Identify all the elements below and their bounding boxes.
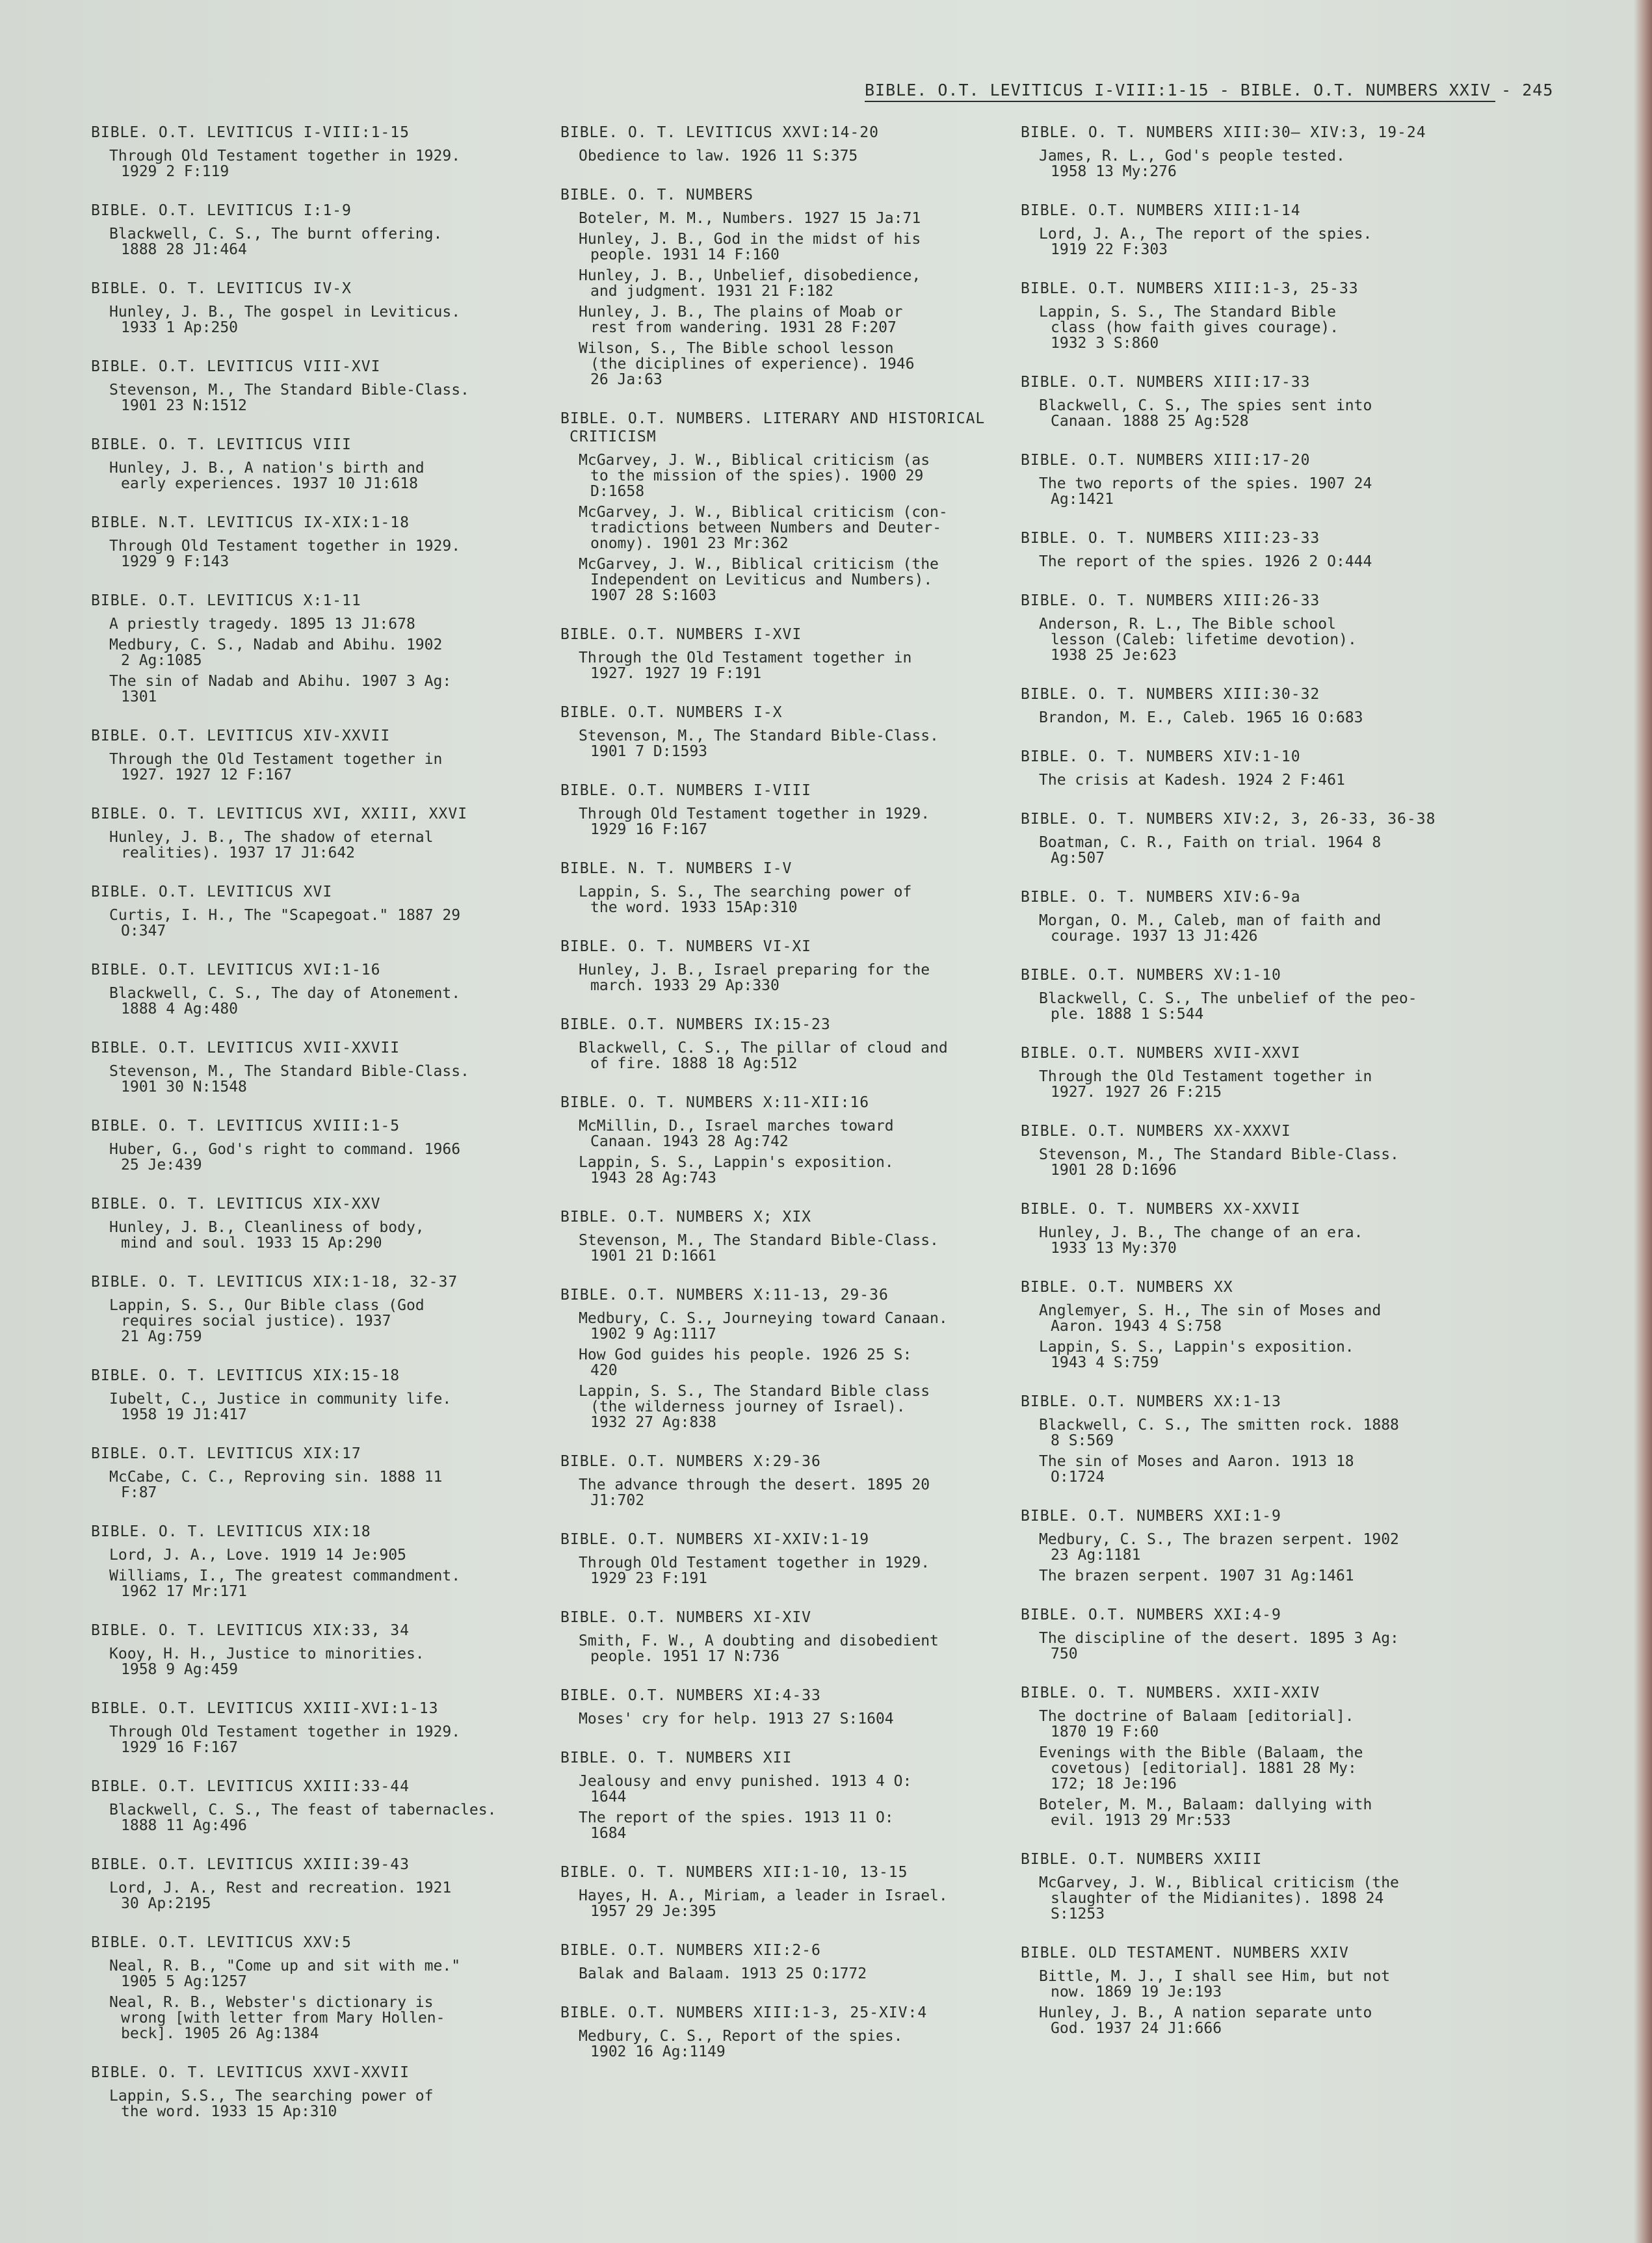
index-entry [1021,1850,1476,1922]
entry-heading: BIBLE. O. T. LEVITICUS XIX:1-18, 32-37 [91,1274,458,1291]
entry-reference: Through Old Testament together in 1929. 1929 16 F:167 [579,806,930,838]
entry-reference: Hunley, J. B., The gospel in Leviticus. 1933 1 Ap:250 [109,304,461,336]
index-entry [91,358,546,413]
entry-heading: BIBLE. O.T. NUMBERS X; XIX [560,1209,812,1226]
entry-reference: Lord, J. A., The report of the spies. 1919 22 F:303 [1039,226,1372,258]
entry-heading: BIBLE. O.T. NUMBERS XI-XIV [560,1609,812,1626]
entry-reference: Brandon, M. E., Caleb. 1965 16 O:683 [1039,709,1363,726]
entry-reference: Hunley, J. B., Israel preparing for the march. 1933 29 Ap:330 [579,962,930,994]
entry-heading: BIBLE. O. T. NUMBERS XIII:30-32 [1021,686,1320,703]
entry-reference: Neal, R. B., "Come up and sit with me." 1905 5 Ag:1257 [109,1958,461,1990]
index-entry [91,727,546,783]
entry-heading: BIBLE. O. T. NUMBERS XII [560,1750,793,1766]
entry-heading: BIBLE. O. T. NUMBERS XIII:26-33 [1021,592,1320,609]
index-entry [1021,748,1476,788]
entry-heading: BIBLE. O.T. LEVITICUS XVI [91,884,333,900]
index-entry [91,961,546,1017]
index-column-1 [91,124,546,2142]
entry-reference: Through the Old Testament together in 1927. 1927 26 F:215 [1039,1068,1372,1101]
index-entry [560,1941,1016,1982]
entry-reference: Stevenson, M., The Standard Bible-Class. 1901 23 N:1512 [109,382,469,414]
entry-heading: BIBLE. O.T. NUMBERS XI:4-33 [560,1687,821,1704]
index-entry [560,1452,1016,1508]
entry-reference: Through the Old Testament together in 1927. 1927 19 F:191 [579,649,912,682]
entry-heading: BIBLE. O. T. LEVITICUS XIX:18 [91,1523,371,1540]
entry-reference: The brazen serpent. 1907 31 Ag:1461 [1039,1567,1354,1584]
entry-heading: BIBLE. O. T. LEVITICUS XIX:15-18 [91,1367,400,1384]
entry-reference: Kooy, H. H., Justice to minorities. 1958 9 Ag:459 [109,1646,425,1678]
entry-reference: Huber, G., God's right to command. 1966 25 Je:439 [109,1141,461,1174]
entry-reference: McGarvey, J. W., Biblical criticism (the Independent on Leviticus and Numbers). 1907 28 S:1603 [579,556,939,604]
entry-reference: The sin of Nadab and Abihu. 1907 3 Ag: 1301 [109,673,452,705]
entry-heading: BIBLE. O. T. LEVITICUS VIII [91,436,352,453]
index-entry [1021,685,1476,726]
index-entry [91,1777,546,1833]
entry-heading: BIBLE. O.T. LEVITICUS XIX:17 [91,1445,361,1462]
entry-heading: BIBLE. O.T. LEVITICUS XXV:5 [91,1934,352,1951]
entry-reference: Blackwell, C. S., The feast of tabernacles. 1888 11 Ag:496 [109,1802,497,1834]
entry-reference: Lappin, S. S., Lappin's exposition. 1943 4 S:759 [1039,1339,1354,1371]
index-entry [1021,592,1476,663]
entry-heading: BIBLE. O. T. NUMBERS VI-XI [560,938,812,955]
entry-heading: BIBLE. O.T. LEVITICUS I-VIII:1-15 [91,124,410,141]
index-entry [1021,1122,1476,1178]
entry-reference: McCabe, C. C., Reproving sin. 1888 11 F:87 [109,1469,443,1501]
entry-reference: Boteler, M. M., Numbers. 1927 15 Ja:71 [579,210,921,227]
entry-reference: Bittle, M. J., I shall see Him, but not now. 1869 19 Je:193 [1039,1968,1391,2000]
entry-reference: The crisis at Kadesh. 1924 2 F:461 [1039,772,1345,789]
entry-reference: Medbury, C. S., Report of the spies. 1902 16 Ag:1149 [579,2028,903,2060]
entry-heading: BIBLE. O.T. NUMBERS XXI:4-9 [1021,1607,1281,1623]
index-entry [91,1195,546,1251]
index-entry [1021,1044,1476,1100]
index-entry [1021,1278,1476,1371]
entry-reference: Lappin, S. S., The searching power of the word. 1933 15Ap:310 [579,884,912,916]
index-entry [560,1094,1016,1186]
entry-heading: BIBLE. O.T. NUMBERS XIII:1-3, 25-33 [1021,280,1359,297]
index-entry [91,280,546,335]
entry-heading: BIBLE. O. T. NUMBERS XIV:1-10 [1021,748,1301,765]
entry-heading: BIBLE. O.T. NUMBERS XIII:17-33 [1021,374,1311,391]
entry-reference: Stevenson, M., The Standard Bible-Class. 1901 21 D:1661 [579,1232,939,1265]
entry-heading: BIBLE. O.T. NUMBERS XX [1021,1279,1233,1296]
index-entry [1021,810,1476,866]
index-entry [1021,124,1476,179]
entry-reference: The sin of Moses and Aaron. 1913 18 O:1724 [1039,1453,1354,1486]
entry-reference: Hunley, J. B., God in the midst of his people. 1931 14 F:160 [579,231,921,263]
entry-reference: Stevenson, M., The Standard Bible-Class. 1901 7 D:1593 [579,728,939,760]
index-entry [560,859,1016,915]
index-entry [91,805,546,861]
entry-heading: BIBLE. O. T. LEVITICUS XXVI-XXVII [91,2064,410,2081]
entry-heading: BIBLE. O. T. LEVITICUS XIX-XXV [91,1196,381,1213]
entry-heading: BIBLE. O. T. NUMBERS X:11-XII:16 [560,1094,870,1111]
index-entry [1021,451,1476,507]
index-entry [91,436,546,492]
entry-reference: Anglemyer, S. H., The sin of Moses and Aaron. 1943 4 S:758 [1039,1302,1382,1335]
entry-heading: BIBLE. O.T. NUMBERS IX:15-23 [560,1016,831,1033]
index-entry [560,410,1016,603]
index-entry [91,1367,546,1423]
entry-reference: Lappin, S. S., The Standard Bible class (the wilderness journey of Israel). 1932 27 Ag:838 [579,1383,930,1431]
entry-reference: The report of the spies. 1926 2 O:444 [1039,553,1372,570]
entry-reference: Boatman, C. R., Faith on trial. 1964 8 Ag:507 [1039,834,1382,867]
entry-heading: BIBLE. O.T. NUMBERS XXI:1-9 [1021,1508,1281,1525]
index-entry [91,1621,546,1677]
entry-reference: Hunley, J. B., The plains of Moab or rest from wandering. 1931 28 F:207 [579,304,903,336]
entry-reference: Through Old Testament together in 1929. 1929 9 F:143 [109,538,461,570]
entry-reference: The report of the spies. 1913 11 O: 1684 [579,1809,894,1842]
entry-reference: Lappin, S. S., Lappin's exposition. 1943 28 Ag:743 [579,1154,894,1187]
entry-heading: BIBLE. O. T. LEVITICUS XVIII:1-5 [91,1118,400,1135]
entry-heading: BIBLE. O.T. NUMBERS XIII:1-3, 25-XIV:4 [560,2004,928,2021]
index-entry [1021,1684,1476,1828]
entry-reference: A priestly tragedy. 1895 13 J1:678 [109,616,415,633]
entry-heading: BIBLE. N. T. NUMBERS I-V [560,860,793,877]
entry-reference: Lappin, S.S., The searching power of the word. 1933 15 Ap:310 [109,2088,434,2120]
entry-heading: BIBLE. O. T. NUMBERS XIII:23-33 [1021,530,1320,547]
entry-heading: BIBLE. O.T. LEVITICUS XXIII:39-43 [91,1856,410,1873]
index-entry [1021,966,1476,1022]
entry-heading: BIBLE. O.T. NUMBERS I-X [560,704,783,721]
entry-reference: Hunley, J. B., Cleanliness of body, mind and soul. 1933 15 Ap:290 [109,1219,425,1252]
entry-reference: Blackwell, C. S., The day of Atonement. 1888 4 Ag:480 [109,985,461,1017]
entry-reference: Smith, F. W., A doubting and disobedient people. 1951 17 N:736 [579,1633,939,1665]
entry-reference: Hayes, H. A., Miriam, a leader in Israel. 1957 29 Je:395 [579,1887,948,1920]
entry-heading: BIBLE. O.T. LEVITICUS I:1-9 [91,202,352,219]
index-entry [91,1856,546,1911]
entry-reference: Hunley, J. B., The change of an era. 1933 13 My:370 [1039,1224,1363,1257]
entry-reference: Through the Old Testament together in 1927. 1927 12 F:167 [109,751,443,783]
entry-heading: BIBLE. O.T. NUMBERS X:29-36 [560,1453,821,1470]
entry-heading: BIBLE. O.T. NUMBERS X:11-13, 29-36 [560,1287,889,1304]
index-entry [1021,1606,1476,1662]
running-head: BIBLE. O.T. LEVITICUS I-VIII:1-15 - BIBLE. O.T. NUMBERS XXIV - 245 [865,81,1495,102]
entry-reference: Through Old Testament together in 1929. 1929 23 F:191 [579,1554,930,1587]
entry-reference: Evenings with the Bible (Balaam, the covetous) [editorial]. 1881 28 My: 172; 18 Je:196 [1039,1744,1363,1792]
entry-heading: BIBLE. O. T. LEVITICUS IV-X [91,280,352,297]
entry-heading: BIBLE. O.T. NUMBERS. LITERARY AND HISTORICAL CRITICISM [560,410,986,445]
index-entry [560,124,1016,164]
entry-heading: BIBLE. O. T. LEVITICUS XIX:33, 34 [91,1622,410,1639]
entry-heading: BIBLE. O.T. NUMBERS XX-XXXVI [1021,1123,1291,1140]
index-entry [560,1749,1016,1841]
entry-reference: Lappin, S. S., The Standard Bible class (how faith gives courage). 1932 3 S:860 [1039,304,1339,352]
index-entry [1021,888,1476,944]
entry-reference: Wilson, S., The Bible school lesson (the diciplines of experience). 1946 26 Ja:63 [579,340,915,388]
index-entry [91,1699,546,1755]
index-entry [560,186,1016,387]
entry-reference: Through Old Testament together in 1929. 1929 2 F:119 [109,148,461,180]
index-entry [560,1863,1016,1919]
entry-heading: BIBLE. O.T. NUMBERS XXIII [1021,1851,1263,1868]
entry-reference: Iubelt, C., Justice in community life. 1958 19 J1:417 [109,1391,452,1423]
entry-reference: Medbury, C. S., Nadab and Abihu. 1902 2 Ag:1085 [109,636,443,669]
entry-heading: BIBLE. O.T. NUMBERS XX:1-13 [1021,1393,1281,1410]
index-entry [91,514,546,570]
entry-reference: Blackwell, C. S., The pillar of cloud and of fire. 1888 18 Ag:512 [579,1040,948,1072]
entry-heading: BIBLE. O.T. LEVITICUS X:1-11 [91,592,361,609]
entry-heading: BIBLE. O.T. LEVITICUS VIII-XVI [91,358,381,375]
entry-reference: Blackwell, C. S., The smitten rock. 1888 8 S:569 [1039,1417,1399,1449]
entry-heading: BIBLE. O.T. LEVITICUS XXIII:33-44 [91,1778,410,1795]
index-entry [91,1039,546,1095]
index-entry [560,2004,1016,2060]
index-column-3 [1021,124,1476,2058]
entry-heading: BIBLE. O.T. NUMBERS I-XVI [560,626,802,643]
entry-reference: Medbury, C. S., Journeying toward Canaan. 1902 9 Ag:1117 [579,1310,948,1343]
entry-reference: Blackwell, C. S., The unbelief of the peo- ple. 1888 1 S:544 [1039,990,1417,1023]
entry-reference: Anderson, R. L., The Bible school lesson (Caleb: lifetime devotion). 1938 25 Je:623 [1039,616,1357,664]
entry-heading: BIBLE. OLD TESTAMENT. NUMBERS XXIV [1021,1945,1349,1961]
entry-reference: Curtis, I. H., The "Scapegoat." 1887 29 O:347 [109,907,461,939]
entry-reference: McGarvey, J. W., Biblical criticism (con- tradictions between Numbers and Deuter- onomy). 1901 23 Mr:362 [579,504,948,552]
entry-reference: The advance through the desert. 1895 20 J1:702 [579,1476,930,1509]
entry-reference: How God guides his people. 1926 25 S: 420 [579,1346,912,1379]
entry-heading: BIBLE. O. T. NUMBERS. XXII-XXIV [1021,1685,1320,1701]
entry-reference: Boteler, M. M., Balaam: dallying with evil. 1913 29 Mr:533 [1039,1796,1372,1829]
entry-reference: Hunley, J. B., The shadow of eternal realities). 1937 17 J1:642 [109,829,434,861]
entry-heading: BIBLE. O. T. NUMBERS [560,187,754,203]
index-entry [91,592,546,705]
entry-reference: The doctrine of Balaam [editorial]. 1870 19 F:60 [1039,1708,1354,1740]
index-entry [91,124,546,179]
entry-reference: McMillin, D., Israel marches toward Canaan. 1943 28 Ag:742 [579,1118,894,1150]
entry-reference: Hunley, J. B., A nation's birth and early experiences. 1937 10 J1:618 [109,460,425,492]
entry-heading: BIBLE. O.T. NUMBERS XVII-XXVI [1021,1045,1301,1062]
entry-heading: BIBLE. O.T. NUMBERS XII:2-6 [560,1942,821,1959]
index-entry [1021,280,1476,351]
entry-reference: Stevenson, M., The Standard Bible-Class. 1901 30 N:1548 [109,1063,469,1095]
index-entry [91,883,546,939]
entry-reference: Williams, I., The greatest commandment. 1962 17 Mr:171 [109,1567,461,1600]
entry-heading: BIBLE. N.T. LEVITICUS IX-XIX:1-18 [91,514,410,531]
index-entry [560,938,1016,993]
entry-reference: The discipline of the desert. 1895 3 Ag: 750 [1039,1630,1399,1662]
entry-reference: Blackwell, C. S., The spies sent into Canaan. 1888 25 Ag:528 [1039,397,1372,430]
index-entry [560,1016,1016,1071]
entry-reference: Jealousy and envy punished. 1913 4 O: 1644 [579,1773,912,1805]
entry-reference: Lappin, S. S., Our Bible class (God requires social justice). 1937 21 Ag:759 [109,1297,425,1345]
index-entry [560,781,1016,837]
entry-reference: Balak and Balaam. 1913 25 O:1772 [579,1965,867,1982]
entry-heading: BIBLE. O. T. NUMBERS XIV:2, 3, 26-33, 36-38 [1021,811,1436,828]
entry-reference: Morgan, O. M., Caleb, man of faith and courage. 1937 13 J1:426 [1039,912,1382,945]
entry-reference: Hunley, J. B., A nation separate unto God. 1937 24 J1:666 [1039,2004,1372,2037]
index-entry [1021,1200,1476,1256]
index-entry [560,703,1016,759]
entry-reference: Moses' cry for help. 1913 27 S:1604 [579,1711,894,1727]
entry-heading: BIBLE. O.T. NUMBERS XV:1-10 [1021,967,1281,984]
page-edge-shadow [1634,0,1652,2243]
index-entry [1021,1944,1476,2036]
index-entry [91,1117,546,1173]
index-entry [91,202,546,257]
index-entry [560,1530,1016,1586]
index-column-2 [560,124,1016,2082]
entry-heading: BIBLE. O. T. NUMBERS XX-XXVII [1021,1201,1301,1218]
index-entry [560,1286,1016,1430]
index-entry [1021,1507,1476,1584]
entry-reference: Neal, R. B., Webster's dictionary is wrong [with letter from Mary Hollen- beck]. 1905 26 Ag:1384 [109,1994,445,2042]
index-entry [1021,202,1476,257]
entry-heading: BIBLE. O.T. LEVITICUS XIV-XXVII [91,728,391,744]
index-entry [560,1208,1016,1264]
entry-reference: McGarvey, J. W., Biblical criticism (as to the mission of the spies). 1900 29 D:1658 [579,452,930,500]
index-entry [1021,373,1476,429]
index-entry [91,1273,546,1344]
entry-reference: Stevenson, M., The Standard Bible-Class. 1901 28 D:1696 [1039,1146,1399,1179]
entry-heading: BIBLE. O.T. LEVITICUS XVII-XXVII [91,1040,400,1056]
index-entry [91,2064,546,2119]
index-entry [560,1686,1016,1727]
entry-reference: McGarvey, J. W., Biblical criticism (the slaughter of the Midianites). 1898 24 S:1253 [1039,1874,1399,1922]
entry-reference: Through Old Testament together in 1929. 1929 16 F:167 [109,1724,461,1756]
entry-heading: BIBLE. O. T. LEVITICUS XVI, XXIII, XXVI [91,806,468,822]
entry-heading: BIBLE. O.T. NUMBERS XIII:17-20 [1021,452,1311,469]
index-entry [1021,529,1476,570]
index-entry [1021,1393,1476,1485]
entry-reference: The two reports of the spies. 1907 24 Ag:1421 [1039,475,1372,508]
index-entry [91,1445,546,1501]
entry-heading: BIBLE. O.T. LEVITICUS XXIII-XVI:1-13 [91,1700,439,1717]
entry-reference: Medbury, C. S., The brazen serpent. 1902 23 Ag:1181 [1039,1531,1399,1564]
entry-heading: BIBLE. O. T. LEVITICUS XXVI:14-20 [560,124,879,141]
index-entry [560,625,1016,681]
entry-heading: BIBLE. O.T. NUMBERS XIII:1-14 [1021,202,1301,219]
entry-heading: BIBLE. O.T. NUMBERS XI-XXIV:1-19 [560,1531,870,1548]
entry-heading: BIBLE. O.T. NUMBERS I-VIII [560,782,812,799]
entry-heading: BIBLE. O.T. LEVITICUS XVI:1-16 [91,962,381,978]
index-entry [91,1523,546,1599]
entry-reference: Hunley, J. B., Unbelief, disobedience, and judgment. 1931 21 F:182 [579,267,921,300]
index-entry [560,1608,1016,1664]
entry-reference: Lord, J. A., Rest and recreation. 1921 30 Ap:2195 [109,1880,452,1912]
entry-reference: James, R. L., God's people tested. 1958 13 My:276 [1039,148,1345,180]
entry-heading: BIBLE. O. T. NUMBERS XIII:30— XIV:3, 19-24 [1021,124,1426,141]
entry-heading: BIBLE. O. T. NUMBERS XIV:6-9a [1021,889,1301,906]
index-entry [91,1934,546,2041]
entry-heading: BIBLE. O. T. NUMBERS XII:1-10, 13-15 [560,1864,908,1881]
entry-reference: Blackwell, C. S., The burnt offering. 1888 28 J1:464 [109,226,443,258]
entry-reference: Obedience to law. 1926 11 S:375 [579,148,858,164]
entry-reference: Lord, J. A., Love. 1919 14 Je:905 [109,1547,406,1564]
